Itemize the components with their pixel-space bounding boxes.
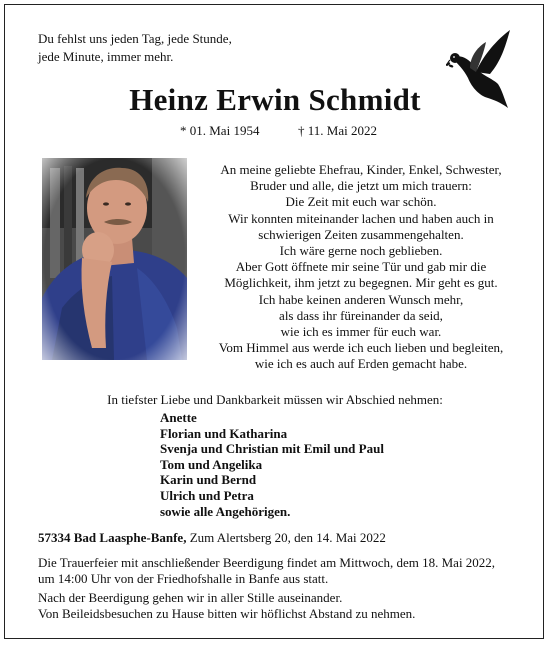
death-date: † 11. Mai 2022 [298,123,377,138]
address-place: 57334 Bad Laasphe-Banfe, [38,530,187,545]
mourner-entry: Tom und Angelika [160,456,263,472]
notice-line: Von Beileidsbesuchen zu Hause bitten wir höflichst Abstand zu nehmen. [38,606,416,621]
funeral-line: um 14:00 Uhr von der Friedhofshalle in Banfe aus statt. [38,571,329,586]
mourner-entry: Svenja und Christian mit Emil und Paul [160,441,384,457]
condolence-notice [38,590,528,622]
address-street-date: Zum Alertsberg 20, den 14. Mai 2022 [186,530,386,545]
intro-verse [38,30,298,66]
farewell-statement: In tiefster Liebe und Dankbarkeit müssen wir Abschied nehmen: [107,392,443,407]
mourner-entry: Florian und Katharina [160,425,288,441]
poem-line: Bruder und alle, die jetzt um mich trauern: [250,178,472,194]
poem-line: Ich habe keinen anderen Wunsch mehr, [258,291,464,307]
mourner-entry: sowie alle Angehörigen. [160,503,291,519]
poem-line: An meine geliebte Ehefrau, Kinder, Enkel, Schwester, [220,162,502,177]
poem-line: als dass ihr füreinander da seid, [279,307,443,323]
mourner-entry: Karin und Bernd [160,472,257,488]
mourners-list [160,410,460,519]
address-line [38,530,386,546]
mourner-entry: Anette [160,410,197,425]
funeral-info [38,555,528,587]
intro-line: jede Minute, immer mehr. [38,49,174,64]
deceased-name: Heinz Erwin Schmidt [129,82,421,117]
poem-line: wie ich es immer für euch war. [280,324,442,340]
poem-line: Aber Gott öffnete mir seine Tür und gab mir die [235,259,487,275]
funeral-line: Die Trauerfeier mit anschließender Beerdigung findet am Mittwoch, dem 18. Mai 2022, [38,555,496,570]
poem-line: Wir konnten miteinander lachen und haben auch in [228,210,494,226]
poem-line: wie ich es auch auf Erden gemacht habe. [254,356,468,372]
poem-line: Die Zeit mit euch war schön. [285,194,437,210]
intro-line: Du fehlst uns jeden Tag, jede Stunde, [38,31,232,46]
poem-line: Vom Himmel aus werde ich euch lieben und begleiten, [218,340,504,356]
poem-line: schwierigen Zeiten zusammengehalten. [258,226,464,242]
mourner-entry: Ulrich und Petra [160,487,254,503]
notice-line: Nach der Beerdigung gehen wir in aller Stille auseinander. [38,590,343,605]
poem-line: Möglichkeit, ihm jetzt zu begegnen. Mir geht es gut. [224,275,498,291]
poem-line: Ich wäre gerne noch geblieben. [279,243,443,259]
farewell-poem [200,162,522,373]
birth-date: * 01. Mai 1954 [180,123,260,138]
portrait-photo [42,158,187,360]
